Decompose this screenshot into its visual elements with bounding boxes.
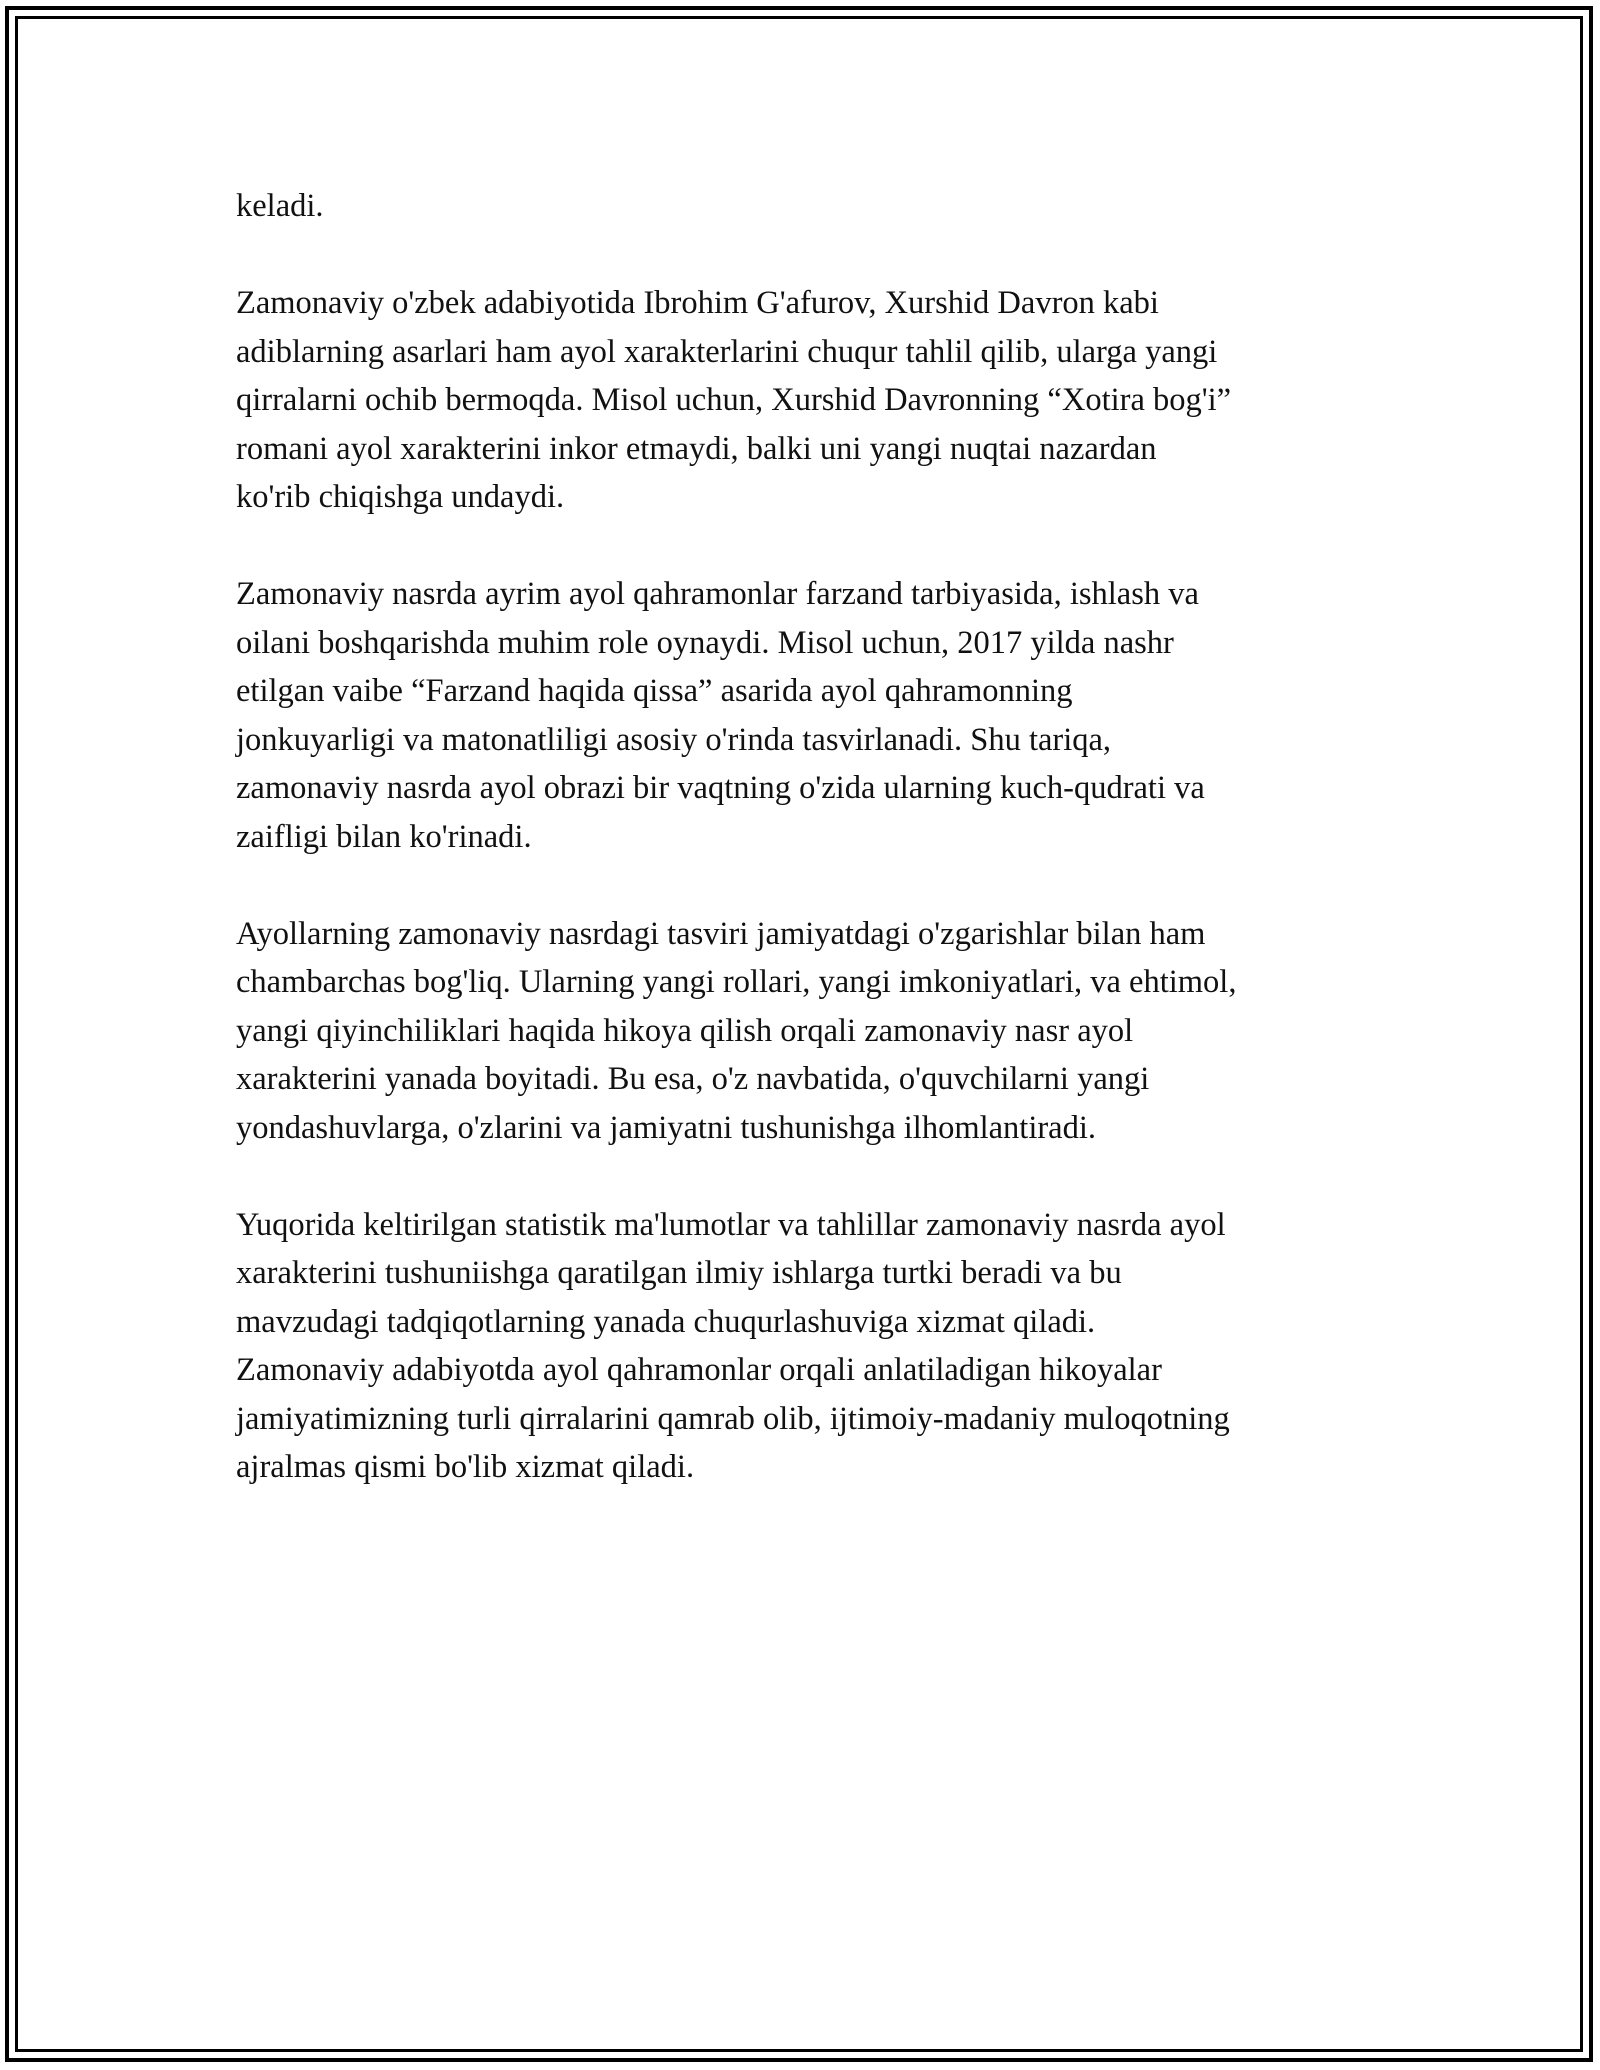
paragraph-conclusion <box>236 1201 1396 1492</box>
text-line: Zamonaviy o'zbek adabiyotida Ibrohim G'afurov, Xurshid Davron kabi <box>236 285 1159 321</box>
text-line: xarakterini tushuniishga qaratilgan ilmiy ishlarga turtki beradi va bu <box>236 1255 1122 1291</box>
text-line: Yuqorida keltirilgan statistik ma'lumotlar va tahlillar zamonaviy nasrda ayol <box>236 1206 1226 1243</box>
text-line: Zamonaviy nasrda ayrim ayol qahramonlar farzand tarbiyasida, ishlash va <box>236 576 1199 612</box>
text-line: adiblarning asarlari ham ayol xarakterlarini chuqur tahlil qilib, ularga yangi <box>236 333 1218 370</box>
text-line: yangi qiyinchiliklari haqida hikoya qilish orqali zamonaviy nasr ayol <box>236 1012 1134 1049</box>
text-line: oilani boshqarishda muhim role oynaydi. Misol uchun, 2017 yilda nashr <box>236 624 1174 661</box>
text-line: jamiyatimizning turli qirralarini qamrab olib, ijtimoiy-madaniy muloqotning <box>236 1400 1230 1437</box>
text-line: keladi. <box>236 188 324 224</box>
text-line: romani ayol xarakterini inkor etmaydi, balki uni yangi nuqtai nazardan <box>236 430 1157 467</box>
text-line: zamonaviy nasrda ayol obrazi bir vaqtning o'zida ularning kuch-qudrati va <box>236 770 1205 806</box>
paragraph-modern-uzbek-literature <box>236 279 1396 522</box>
document-body <box>236 182 1396 1540</box>
paragraph-female-heroes <box>236 570 1396 861</box>
text-line: jonkuyarligi va matonatliligi asosiy o'rinda tasvirlanadi. Shu tariqa, <box>236 721 1112 758</box>
text-line: Ayollarning zamonaviy nasrdagi tasviri jamiyatdagi o'zgarishlar bilan ham <box>236 915 1206 952</box>
text-line: Zamonaviy adabiyotda ayol qahramonlar orqali anlatiladigan hikoyalar <box>236 1352 1162 1388</box>
text-line: qirralarni ochib bermoqda. Misol uchun, Xurshid Davronning “Xotira bog'i” <box>236 382 1232 418</box>
text-line: ajralmas qismi bo'lib xizmat qiladi. <box>236 1449 695 1485</box>
text-line: xarakterini yanada boyitadi. Bu esa, o'z navbatida, o'quvchilarni yangi <box>236 1061 1150 1097</box>
text-line: chambarchas bog'liq. Ularning yangi rollari, yangi imkoniyatlari, va ehtimol, <box>236 964 1237 1000</box>
text-line: ko'rib chiqishga undaydi. <box>236 479 565 515</box>
text-line: etilgan vaibe “Farzand haqida qissa” asarida ayol qahramonning <box>236 673 1073 709</box>
text-line: zaifligi bilan ko'rinadi. <box>236 818 532 855</box>
text-line: yondashuvlarga, o'zlarini va jamiyatni tushunishga ilhomlantiradi. <box>236 1109 1097 1146</box>
text-line: mavzudagi tadqiqotlarning yanada chuqurlashuviga xizmat qiladi. <box>236 1303 1096 1340</box>
paragraph-continuation <box>236 182 1396 231</box>
paragraph-social-changes <box>236 910 1396 1153</box>
